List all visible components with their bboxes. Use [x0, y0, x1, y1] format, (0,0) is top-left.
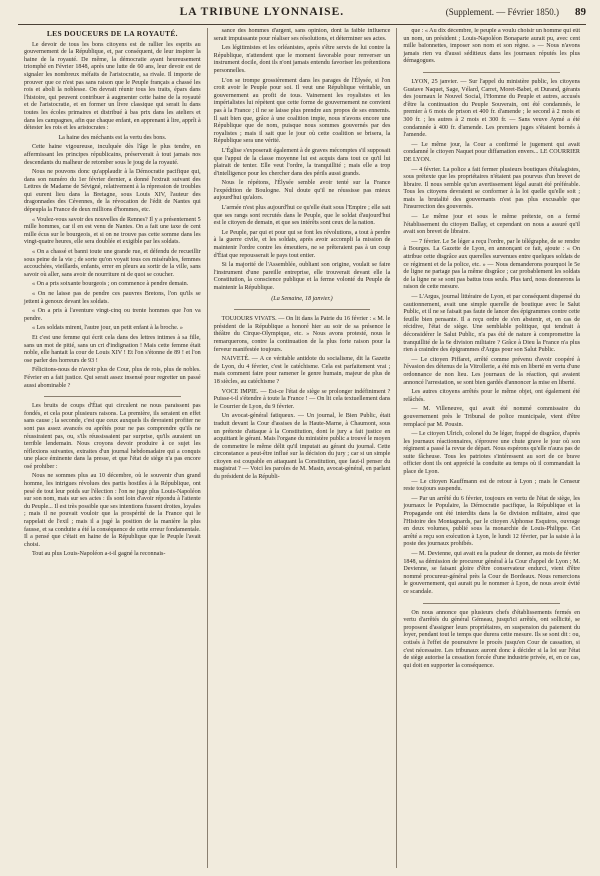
source-citation: (La Semaine, 18 janvier.)	[271, 295, 333, 302]
paragraph: Nous ne pouvons donc qu'applaudir à la Démocratie pacifique qui, dans son numéro du 1er février dernier, a donné l'extrait suivant des Lettres de Madame de Sévigné, relativement à la répression de troubles qui eurent lieu dans la Bretagne, sous Louis XIV, l'auteur des dragonnades des Cévennes, de la révocation de l'édit de Nantes qui dépeupla la France de deux millions d'hommes, etc.	[24, 169, 201, 214]
paragraph: Un avocat-général fatiqueux. — Un journal, le Bien Public, était traduit devant la Cour d'assises de la Haute-Marne, à Chaumont, sous un prétexte d'attaque à la Constitution, dont le jury a fait justice en acquittant le gérant. Mais l'organe du ministère public a trouvé le moyen de commettre le même délit qu'il imputait au gérant du journal. Cette circonstance a peut-être influé sur la décision du jury ; car si un simple citoyen est coupable en attaquant la Constitution, que faut-il penser du magistrat ? — Voici les paroles de M. Masin, avocat-général, en parlant du président de la Républi-	[213, 413, 391, 481]
paragraph: Et c'est une femme qui écrit cela dans des lettres intimes à sa fille, sans un mot de pitié, sans un cri d'indignation ! Mais cette femme était noble, elle hantait la cour de Louis XIV ! Et l'on s'étonne de 89 ! et l'on ose parler des horreurs de 93 !	[24, 334, 201, 364]
paragraph: Tout au plus Louis-Napoléon a-t-il gagné la reconnais-	[32, 551, 166, 558]
paragraph: Les légitimistes et les orléanistes, après s'être servis de lui contre la République, n'attendent que le moment favorable pour renverser un instrument docile, dont ils n'ont jamais entendu favoriser les prétentions personnelles.	[213, 45, 391, 74]
column-3	[396, 28, 586, 868]
paragraph: « On a chassé et banni toute une grande rue, et défendu de recueillir sous peine de la vie ; de sorte qu'on voyait tous ces misérables, femmes accouchées, vieillards, enfants, errer en pleurs au sortir de la ville, sans savoir où aller, sans avoir de nourriture ni de quoi se coucher.	[24, 249, 201, 278]
paragraph: Si la majorité de l'Assemblée, oubliant son origine, voulait se faire l'instrument d'une pareille entreprise, elle trouverait devant elle la Constitution, la conscience publique et la ferme volonté du Peuple de maintenir la République.	[213, 262, 391, 291]
paragraph: sance des hommes d'argent, sans opinion, dont la faible influence serait impuissante pour réaliser ses résolutions, et déterminer ses actes.	[213, 28, 391, 42]
paragraph: — Le citoyen Ulrich, colonel du 3e léger, frappé de disgrâce, d'après les journaux réactionnaires, s'éprouve une chute grave le jour où son régiment a passé la revue de départ. Nous espérons qu'elle n'aura pas de suite fâcheuse. Tous les patriotes s'intéressent au sort de ce brave officier dont ils ont apprécié la conduite au temps où il commandait la place de Lyon.	[403, 431, 581, 476]
paragraph: — Le même jour et sous le même prétexte, on a fermé l'établissement du citoyen Ballay, et cependant on nous a assuré qu'il avait son brevet de libraire.	[403, 214, 581, 236]
paragraph: L'armée n'est plus aujourd'hui ce qu'elle était sous l'Empire ; elle sait que ses rangs sont recrutés dans le Peuple, que le soldat d'aujourd'hui est le citoyen de demain, et que ses intérêts sont ceux de la nation.	[213, 205, 391, 227]
article-heading: LES DOUCEURS DE LA ROYAUTÉ.	[46, 29, 178, 38]
paragraph: Nous ne sommes plus au 10 décembre, où le souvenir d'un grand homme, les intrigues révolues des partis hostiles à la République, ont pesé de tout leur poids sur l'élection : l'on ne juge plus Louis-Napoléon sur son nom, mais sur ses actes : ils sont loin d'avoir répondu à l'attente du Peuple... Il est très possible que ses intentions fussent droites, loyales ; mais il ne pouvait vouloir que la prospérité de la France qui le rappelait de l'exil ; mais il a jugé la position de la manière la plus fausse, et sa conduite a été la conséquence de cette erreur fondamentale. Il a pensé que c'était en haine de la République que le Peuple l'avait choisi.	[24, 473, 201, 548]
paragraph: « On ne laisse pas de pendre ces pauvres Bretons, l'on qu'ils se jettent à genoux devant les soldats.	[24, 291, 201, 305]
paragraph: « Voulez-vous savoir des nouvelles de Rennes? Il y a présentement 5 mille hommes, car il en est venu de Nantes. On a fait une taxe de cent mille écus sur le bourgeois, et si on ne trouve pas cette somme dans les vingt-quatre heures, elle sera doublée et exigible par les soldats.	[24, 216, 201, 246]
section-divider	[44, 396, 181, 397]
supplement-label: (Supplement. — Février 1850.)	[445, 7, 559, 17]
paragraph: « On a pris soixante bourgeois ; on commence à pendre demain.	[32, 281, 189, 288]
paragraph: Le devoir de tous les bons citoyens est de rallier les esprits au gouvernement de la République, et, par conséquent, de leur inspirer la haine de la royauté. De même, la démocratie ayant heureusement triomphé en Février 1848, après une lutte de 60 ans, leur devoir est de signaler les nombreux méfaits de l'aristocratie, sa rivale. Il importe de prouver que ce n'est pas sans raison que le Peuple français a chassé les rois et aboli la noblesse. On devrait réunir tous les traits, épars dans l'histoire, qui peuvent contribuer à augmenter cette haine de la royauté et de l'aristocratie, et en former un livre classique qui serait lu dans toutes les écoles primaires et distribué à bas prix dans les ateliers et dans les campagnes, afin que chaque enfant, en apprenant à lire, apprît à détester les rois et les aristocrates :	[24, 41, 201, 132]
paragraph: TOUJOURS VIVATS. — On lit dans la Patrie du 16 février : « M. le président de la République a honoré hier au soir de sa présence le théâtre du Cirque-Olympique, etc. » Nous avons protesté, nous le remarquerons, contre la continuation de la plus forte raison pour la ferveur manifestée toujours.	[213, 316, 391, 353]
paragraph: LYON, 25 janvier. — Sur l'appel du ministère public, les citoyens Gustave Naquet, Sage, Vélard, Carret, Moret-Babet, et Durand, gérants des journaux le Nouvel Social, l'Homme du Peuple et autres, accusés d'être la continuation du Peuple Souverain, ont été condamnés, le premier à 6 mois de prison et 400 fr. d'amende ; le second à 2 mois et 300 fr. ; les autres à 2 mois et 300 fr. — Sans veuve Aymé a été condamnée à 400 fr. d'amende. Les premiers juges s'étaient bornés à l'amende.	[403, 78, 581, 139]
section-divider	[234, 309, 371, 310]
paragraph: La haine des méchants est la vertu des bons.	[58, 134, 167, 141]
masthead-title: LA TRIBUNE LYONNAISE.	[179, 6, 345, 18]
paragraph: — M. Villeneuve, qui avait été nommé commissaire du gouvernement près le Tribunal de police municipale, vient d'être remplacé par M. Pousin.	[403, 406, 581, 428]
paragraph: L'Église s'exposerait également à de graves mécomptes s'il supposait que l'appui de la classe moyenne lui est acquis dans tout ce qu'il lui plairait de tenter. Elle veut l'ordre, la tranquillité ; mais elle a trop d'intelligence pour les chercher dans des périls aussi grands.	[213, 147, 391, 177]
article-columns	[18, 28, 586, 868]
section-divider	[423, 603, 560, 604]
section-divider	[423, 72, 560, 73]
paragraph: — Le citoyen Kauffmann est de retour à Lyon ; mais le Censeur reste toujours suspendu.	[403, 478, 581, 493]
column-2	[207, 28, 397, 868]
paragraph: Les autres citoyens arrêtés pour le même objet, ont également été relâchés.	[403, 389, 581, 403]
page-header	[18, 6, 586, 25]
paragraph: — Le même jour, la Cour a confirmé le jugement qui avait condamné le citoyen Naquet pour diffamation envers... LE COURRIER DE LYON.	[403, 141, 581, 163]
paragraph: Félicitons-nous de n'avoir plus de Cour, plus de rois, plus de nobles. Février en a fait justice. Qui serait assez insensé pour regretter un passé aussi abominable ?	[24, 367, 201, 389]
paragraph: Les bruits de coups d'État qui circulent ne nous paraissent pas fondés, et cela pour plusieurs raisons. La première, ils seraient en effet sans cause ; la seconde, c'est que ceux auxquels ils devraient profiter ne sont pas assez avancés ou aprêtés pour ne pas comprendre qu'ils ne réussiraient pas, ou, s'ils réussissaient par surprise, qu'ils auraient un terrible lendemain. Nous croyons devoir produire à ce sujet les réflexions suivantes, extraites d'un journal hebdomadaire qui a conquis une place éminente dans la presse, et que l'état de siège n'a pas encore osé prohiber :	[24, 403, 201, 470]
page-number: 89	[575, 6, 586, 18]
paragraph: « Les soldats mirent, l'autre jour, un petit enfant à la broche. »	[32, 325, 183, 332]
paragraph: — Le citoyen Piffaret, arrêté comme prévenu d'avoir coopéré à l'évasion des détenus de la Vitrollerie, a été mis en liberté en vertu d'une ordonnance de non lieu. Les journaux de la réaction, qui avaient annoncé l'arrestation, se sont bien gardés d'annoncer la mise en liberté.	[403, 356, 581, 386]
paragraph: NAIVETÉ. — A ce véritable antidote du socialisme, dit la Gazette de Lyon, du 4 février, c'est le catéchisme. Cela est parfaitement vrai ; mais comment faire pour ramener le genre humain, majeur de plus de 18 siècles, au catéchisme ?	[213, 356, 391, 385]
paragraph: Le Peuple, par qui et pour qui se font les révolutions, a tout à perdre à la guerre civile, et les soldats, après avoir accompli la mission de maintenir l'ordre contre les émeutiers, ne se prêteraient pas à un coup d'État que repousserait le pays tout entier.	[213, 229, 391, 259]
paragraph: Nous le répétons, l'Élysée semble avoir tenté sur la France l'expédition de Boulogne. Nul doute qu'il ne réussisse pas mieux aujourd'hui qu'alors.	[213, 180, 391, 202]
paragraph: « On a pris à l'aventure vingt-cinq ou trente hommes que l'on va pendre.	[24, 308, 201, 322]
paragraph: L'on se trompe grossièrement dans les parages de l'Élysée, si l'on croit avoir le Peuple pour soi. Il veut une République véritable, un gouvernement au profit de tous. Vainement les royalistes et les impérialistes lui répètent que cette forme de gouvernement ne convient pas à la France ; il ne se laisse plus prendre aux propos de ses ennemis. Il sait bien que, grâce à une coalition impie, nous n'avons encore une République que de nom, puisque nous sommes gouvernés par des royalistes ; mais il sait que le jour où cette coalition se brisera, la République sera une vérité.	[213, 77, 391, 145]
paragraph: VOCE IMPIE. — Est-ce l'état de siège se prolonger indéfiniment ? Puisse-t-il s'étendre à toute la France ! — On lit cela textuellement dans le Courrier de Lyon, du 9 février.	[213, 388, 391, 410]
paragraph: que : « Au dix décembre, le peuple a voulu choisir un homme qui eût un nom, un président ; Louis-Napoléon Bonaparte aurait pu, avec cent mille baïonnettes, imposer son nom et son règne. » — Nous n'avons jamais rien vu d'aussi séditieux dans les journaux réputés les plus démagogues.	[403, 28, 581, 65]
column-1	[18, 28, 207, 868]
paragraph: — 4 février. La police a fait fermer plusieurs boutiques d'étalagistes, sous prétexte que les propriétaires n'étaient pas pourvus d'un brevet de libraire. Il nous semble qu'un avertissement légal aurait été préférable. Tous les citoyens devraient se conformer à la loi quelle qu'elle soit ; mais la brutalité des gouvernants n'est pas plus excusable que l'insurrection des gouvernés.	[403, 166, 581, 211]
paragraph: — L'Argus, journal littéraire de Lyon, et par conséquent dispensé du cautionnement, avait une simple querelle de boutique avec le Salut Public, et il ne se faisait pas faute de lancer des épigrammes contre cette feuille bien pensante. Il a reçu ordre de s'en abstenir, et, en cas de récidive, l'état de siège. Une semblable politique, qui tendrait à déconsidérer le Salut Public, n'a pas été de nature à compromettre la tranquillité de la 6e division militaire ? Grâce à Dieu la France n'a plus rien à craindre des épigrammes d'Argus pour son Salut Public.	[403, 294, 581, 354]
paragraph: — 7 février. Le 5e léger a reçu l'ordre, par le télégraphe, de se rendre à Bourges. La Gazette de Lyon, en annonçant ce fait, ajoute : « On attribue cette disgrâce aux querelles survenues entre quelques soldats de ce régiment et de la police, etc. » — Nous demanderons pourquoi le 5e de ligne ne partage pas la même disgrâce ; car probablement les soldats de la ligne ne se sont pas battus tous seuls. Plus tard, nous donnerons la raison de cette mesure.	[403, 238, 581, 291]
paragraph: — M. Devienne, qui avait eu la pudeur de donner, au mois de février 1848, sa démission de procureur général à la Cour d'appel de Lyon ; M. Devienne, se faisant gloire d'être conservateur endurci, vient d'être nommé procureur-général près la Cour de Bordeaux. Nous remercions le gouvernement, qui aurait pu le nommer à Lyon, de nous avoir évité ce scandale.	[403, 551, 581, 595]
paragraph: On nous annonce que plusieurs chefs d'établissements fermés en vertu d'arrêtés du général Gémeau, jusqu'ici arrêtés, ont sollicité, se proposent d'assigner leurs propriétaires, en suspension du paiement du loyer, pendant tout le temps que durera cette mesure. Ils se sont dit : ou, cotisés à l'effet de poursuivre le procès jusqu'en Cour de cassation, si c'est nécessaire. Les tribunaux auront donc à décider si la loi sur l'état de siège autorise la cessation forcée d'une industrie privée, et, en ce cas, qui doit en supporter la conséquence.	[403, 609, 581, 669]
paragraph: Cette haine vigoureuse, inculquée dès l'âge le plus tendre, en affermissant les principes républicains, préserverait à tout jamais nos descendants du malheur de retomber sous le joug de la royauté.	[24, 144, 201, 166]
paragraph: — Par un arrêté du 6 février, toujours en vertu de l'état de siège, les journaux le Populaire, la Démocratie pacifique, la République et la Propagande ont été interdits dans la 6e division militaire, ainsi que l'Histoire des Montagnards, par le citoyen Alphonse Esquiros, ouvrage en deux volumes, publié sous la monarchie de Louis-Philippe. Cet arrêté a reçu son exécution à Lyon, le lundi 12 février, par la saisie à la poste des journaux prohibés.	[403, 495, 581, 548]
